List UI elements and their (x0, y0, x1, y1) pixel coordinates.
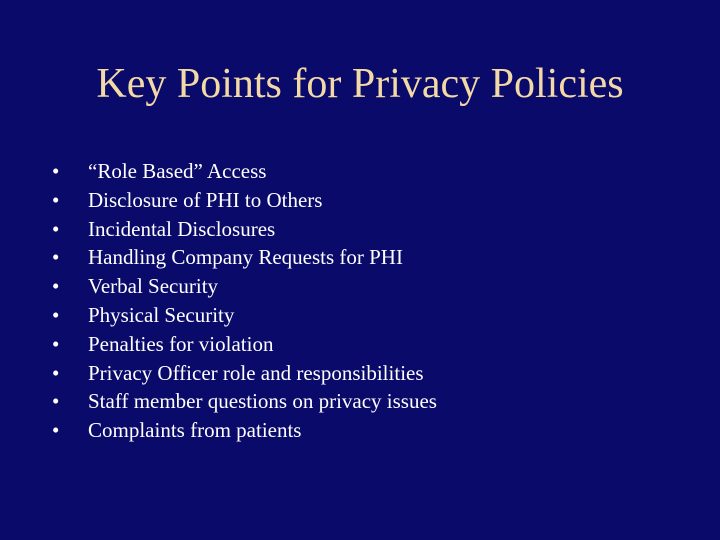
bullet-icon: • (52, 360, 60, 385)
bullet-text: Privacy Officer role and responsibilities (88, 360, 424, 385)
bullet-text: “Role Based” Access (88, 159, 267, 183)
bullet-icon: • (52, 418, 60, 443)
bullet-text: Handling Company Requests for PHI (88, 245, 403, 270)
bullet-icon: • (52, 245, 60, 270)
slide-title: Key Points for Privacy Policies (96, 61, 624, 107)
bullet-text: Complaints from patients (88, 418, 302, 443)
bullet-icon: • (52, 187, 60, 212)
bullet-icon: • (52, 159, 60, 183)
bullet-text: Verbal Security (88, 274, 219, 299)
bullet-text: Staff member questions on privacy issues (88, 389, 437, 414)
bullet-text: Disclosure of PHI to Others (88, 187, 323, 212)
bullet-icon: • (52, 389, 60, 414)
bullet-icon: • (52, 274, 60, 299)
bullet-icon: • (52, 302, 60, 327)
bullet-text: Physical Security (88, 302, 235, 327)
bullet-text: Penalties for violation (88, 331, 274, 356)
bullet-icon: • (52, 216, 60, 241)
bullet-text: Incidental Disclosures (88, 216, 276, 241)
bullet-icon: • (52, 331, 60, 356)
